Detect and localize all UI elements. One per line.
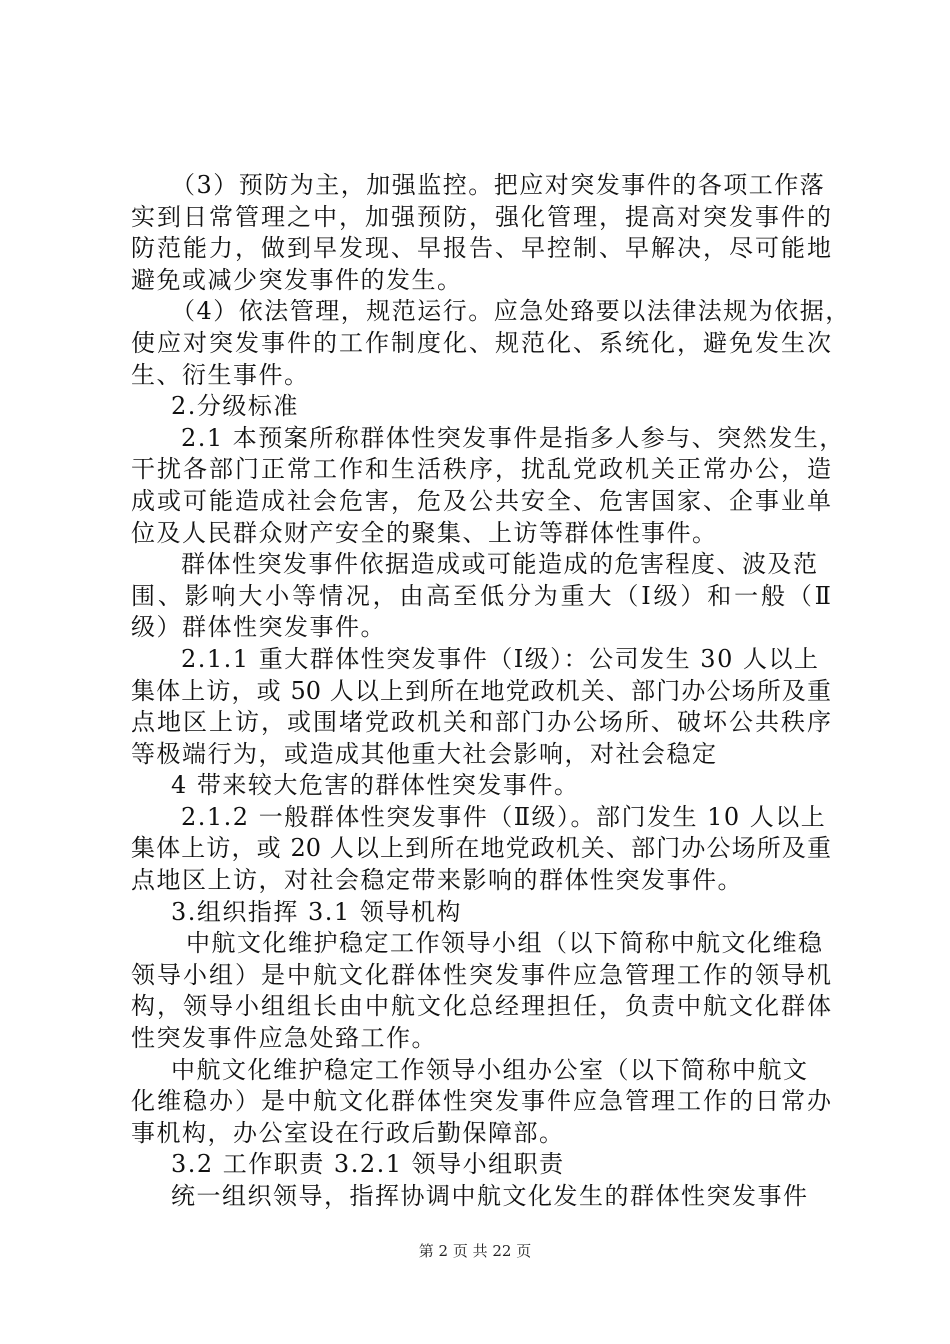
text-line: 级）群体性突发事件。 (131, 613, 386, 642)
text-line: 中航文化维护稳定工作领导小组（以下简称中航文化维稳 (186, 929, 824, 958)
document-body (131, 170, 851, 1213)
text-line: 防范能力，做到早发现、早报告、早控制、早解决，尽可能地 (131, 234, 831, 263)
text-line: 2.1.1 重大群体性突发事件（Ⅰ级）：公司发生 30 人以上 (181, 644, 820, 673)
text-line: 点地区上访，或围堵党政机关和部门办公场所、破坏公共秩序 (131, 708, 831, 737)
text-line: 生、衍生事件。 (131, 360, 310, 389)
text-line: 使应对突发事件的工作制度化、规范化、系统化，避免发生次 (131, 328, 831, 357)
text-line: 避免或减少突发事件的发生。 (131, 265, 463, 294)
text-line: 成或可能造成社会危害，危及公共安全、危害国家、企事业单 (131, 486, 831, 515)
text-line: 事机构，办公室设在行政后勤保障部。 (131, 1118, 565, 1147)
text-line: （4）依法管理，规范运行。应急处臵要以法律法规为依据， (171, 297, 851, 326)
text-line: 构，领导小组组长由中航文化总经理担任，负责中航文化群体 (131, 992, 831, 1021)
text-line: 化维稳办）是中航文化群体性突发事件应急管理工作的日常办 (131, 1087, 831, 1116)
text-line: 群体性突发事件依据造成或可能造成的危害程度、波及范 (181, 550, 819, 579)
text-line: 统一组织领导，指挥协调中航文化发生的群体性突发事件 (171, 1182, 809, 1210)
text-line: 位及人民群众财产安全的聚集、上访等群体性事件。 (131, 518, 718, 547)
text-line: 实到日常管理之中，加强预防，强化管理，提高对突发事件的 (131, 202, 831, 231)
text-line: 4 带来较大危害的群体性突发事件。 (171, 771, 580, 800)
text-line: 等极端行为，或造成其他重大社会影响，对社会稳定 (131, 739, 718, 768)
text-line: 围、影响大小等情况，由高至低分为重大（Ⅰ级）和一般（Ⅱ (131, 581, 831, 610)
text-line: 2.1.2 一般群体性突发事件（Ⅱ级）。部门发生 10 人以上 (181, 802, 827, 831)
text-line: 中航文化维护稳定工作领导小组办公室（以下简称中航文 (171, 1055, 809, 1084)
text-line: 集体上访，或 50 人以上到所在地党政机关、部门办公场所及重 (131, 676, 831, 705)
section-heading: 2.分级标准 (171, 392, 299, 421)
text-line: 性突发事件应急处臵工作。 (131, 1024, 437, 1053)
text-line: （3）预防为主，加强监控。把应对突发事件的各项工作落 (171, 171, 826, 199)
page-footer: 第 2 页 共 22 页 (418, 1242, 532, 1260)
text-line: 干扰各部门正常工作和生活秩序，扰乱党政机关正常办公，造 (131, 455, 831, 484)
text-line: 集体上访，或 20 人以上到所在地党政机关、部门办公场所及重 (131, 834, 831, 863)
text-line: 2.1 本预案所称群体性突发事件是指多人参与、突然发生， (181, 423, 845, 452)
text-line: 领导小组）是中航文化群体性突发事件应急管理工作的领导机 (131, 960, 831, 989)
section-heading: 3.2 工作职责 3.2.1 领导小组职责 (171, 1150, 565, 1179)
text-line: 点地区上访，对社会稳定带来影响的群体性突发事件。 (131, 866, 743, 895)
section-heading: 3.组织指挥 3.1 领导机构 (171, 897, 462, 926)
